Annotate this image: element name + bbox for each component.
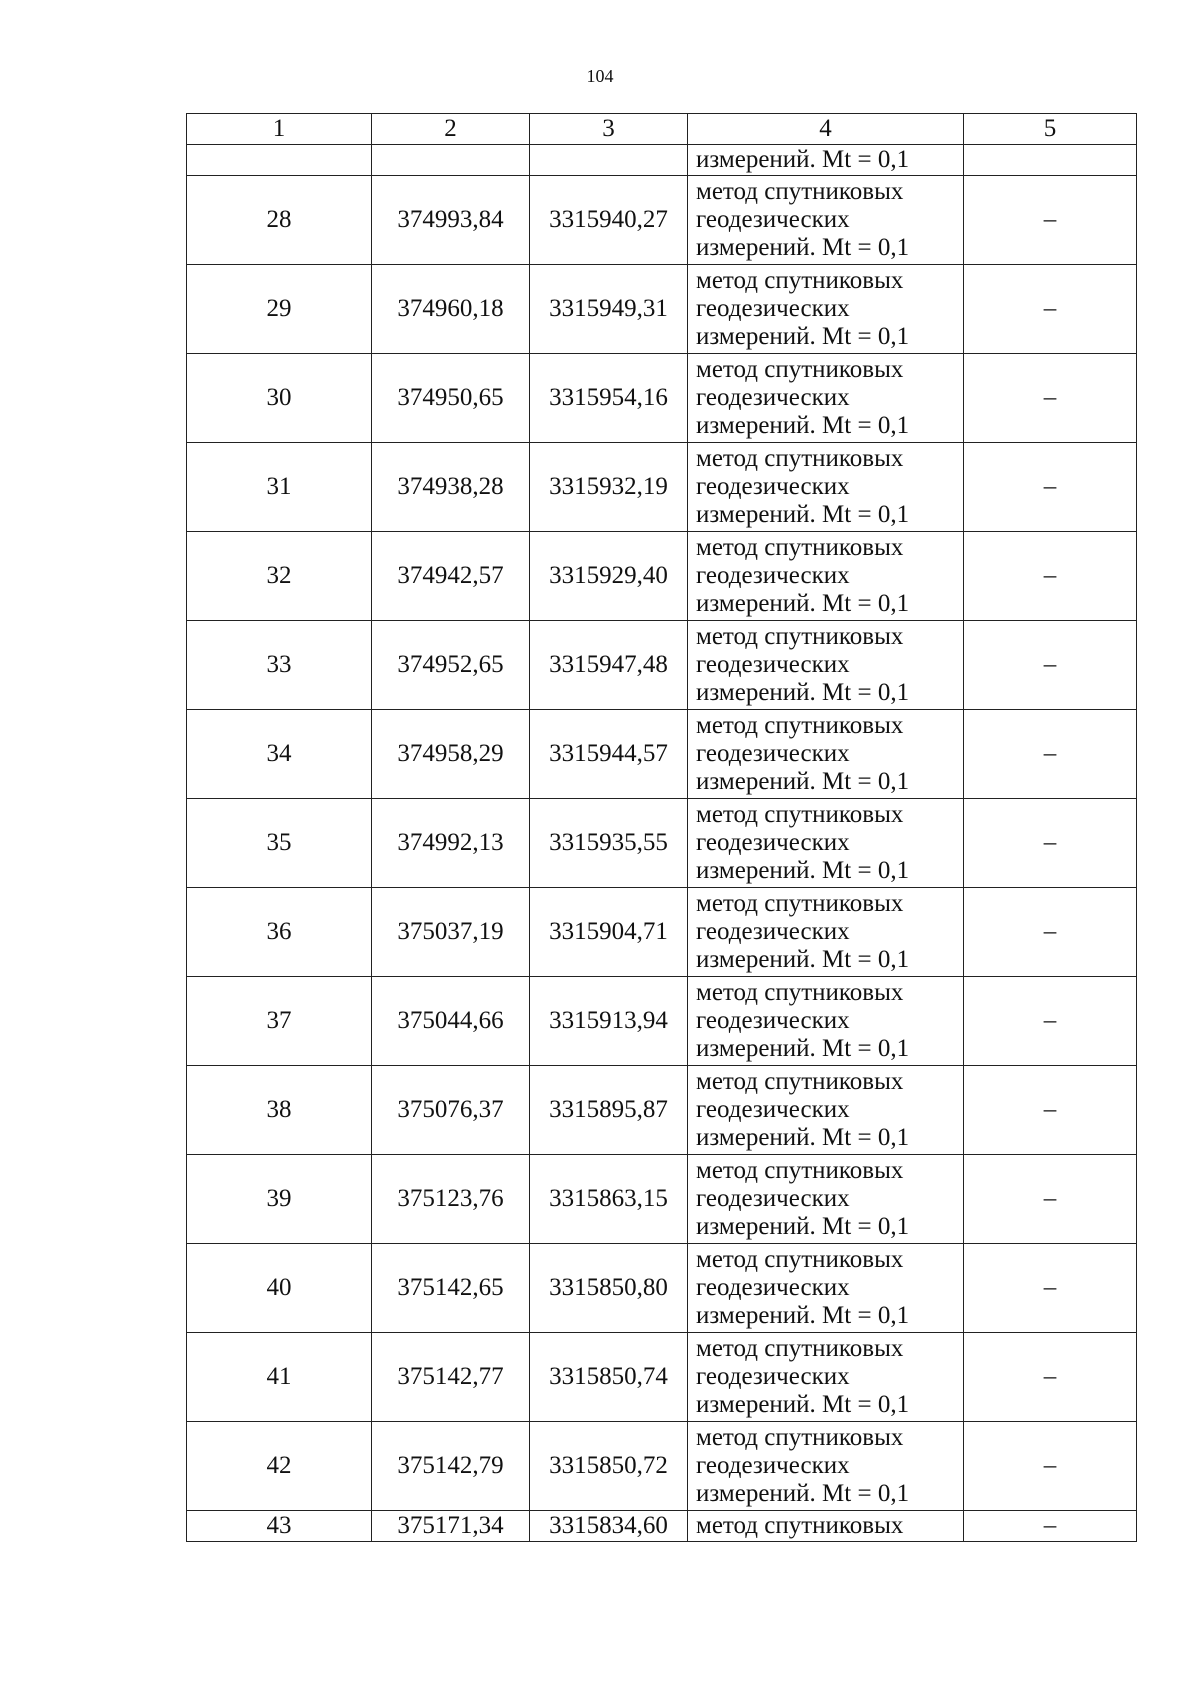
column-number-2: 2 bbox=[372, 114, 530, 145]
x-coordinate-cell: 374952,65 bbox=[372, 621, 530, 710]
column-number-4: 4 bbox=[688, 114, 964, 145]
note-cell: – bbox=[964, 977, 1137, 1066]
column-number-3: 3 bbox=[530, 114, 688, 145]
table-row bbox=[187, 710, 1137, 799]
table-row bbox=[187, 1155, 1137, 1244]
note-cell: – bbox=[964, 1511, 1137, 1542]
point-number-cell: 36 bbox=[187, 888, 372, 977]
column-number-1: 1 bbox=[187, 114, 372, 145]
x-coordinate-cell: 374992,13 bbox=[372, 799, 530, 888]
point-number-cell: 41 bbox=[187, 1333, 372, 1422]
point-number-cell: 34 bbox=[187, 710, 372, 799]
x-coordinate-cell bbox=[372, 145, 530, 176]
y-coordinate-cell: 3315913,94 bbox=[530, 977, 688, 1066]
point-number-cell: 31 bbox=[187, 443, 372, 532]
note-cell: – bbox=[964, 621, 1137, 710]
x-coordinate-cell: 374993,84 bbox=[372, 176, 530, 265]
y-coordinate-cell: 3315935,55 bbox=[530, 799, 688, 888]
table-row bbox=[187, 799, 1137, 888]
page-number: 104 bbox=[586, 66, 614, 86]
method-cell: метод спутниковых геодезических измерений. Mt = 0,1 bbox=[688, 1333, 964, 1422]
x-coordinate-cell: 375171,34 bbox=[372, 1511, 530, 1542]
coordinates-table bbox=[186, 113, 1137, 1542]
y-coordinate-cell: 3315940,27 bbox=[530, 176, 688, 265]
method-cell: метод спутниковых геодезических измерений. Mt = 0,1 bbox=[688, 888, 964, 977]
x-coordinate-cell: 374938,28 bbox=[372, 443, 530, 532]
table-row bbox=[187, 443, 1137, 532]
method-cell: метод спутниковых геодезических измерений. Mt = 0,1 bbox=[688, 1244, 964, 1333]
method-cell: метод спутниковых геодезических измерений. Mt = 0,1 bbox=[688, 532, 964, 621]
method-cell: метод спутниковых геодезических измерений. Mt = 0,1 bbox=[688, 710, 964, 799]
x-coordinate-cell: 374942,57 bbox=[372, 532, 530, 621]
note-cell: – bbox=[964, 710, 1137, 799]
continuation-row bbox=[187, 145, 1137, 176]
table-row bbox=[187, 1244, 1137, 1333]
point-number-cell: 32 bbox=[187, 532, 372, 621]
point-number-cell: 28 bbox=[187, 176, 372, 265]
point-number-cell: 30 bbox=[187, 354, 372, 443]
y-coordinate-cell: 3315944,57 bbox=[530, 710, 688, 799]
table-row bbox=[187, 888, 1137, 977]
x-coordinate-cell: 375142,77 bbox=[372, 1333, 530, 1422]
x-coordinate-cell: 375037,19 bbox=[372, 888, 530, 977]
note-cell bbox=[964, 145, 1137, 176]
y-coordinate-cell: 3315850,74 bbox=[530, 1333, 688, 1422]
point-number-cell bbox=[187, 145, 372, 176]
note-cell: – bbox=[964, 1155, 1137, 1244]
x-coordinate-cell: 374958,29 bbox=[372, 710, 530, 799]
y-coordinate-cell: 3315895,87 bbox=[530, 1066, 688, 1155]
y-coordinate-cell: 3315947,48 bbox=[530, 621, 688, 710]
point-number-cell: 43 bbox=[187, 1511, 372, 1542]
point-number-cell: 35 bbox=[187, 799, 372, 888]
x-coordinate-cell: 375123,76 bbox=[372, 1155, 530, 1244]
note-cell: – bbox=[964, 265, 1137, 354]
table-row bbox=[187, 1066, 1137, 1155]
x-coordinate-cell: 375044,66 bbox=[372, 977, 530, 1066]
x-coordinate-cell: 374960,18 bbox=[372, 265, 530, 354]
table-row bbox=[187, 176, 1137, 265]
point-number-cell: 29 bbox=[187, 265, 372, 354]
note-cell: – bbox=[964, 1422, 1137, 1511]
table-row bbox=[187, 1511, 1137, 1542]
y-coordinate-cell: 3315863,15 bbox=[530, 1155, 688, 1244]
y-coordinate-cell: 3315904,71 bbox=[530, 888, 688, 977]
table-row bbox=[187, 354, 1137, 443]
note-cell: – bbox=[964, 443, 1137, 532]
method-cell: метод спутниковых геодезических измерений. Mt = 0,1 bbox=[688, 176, 964, 265]
method-cell: метод спутниковых геодезических измерений. Mt = 0,1 bbox=[688, 621, 964, 710]
y-coordinate-cell: 3315834,60 bbox=[530, 1511, 688, 1542]
note-cell: – bbox=[964, 354, 1137, 443]
table-row bbox=[187, 1333, 1137, 1422]
note-cell: – bbox=[964, 176, 1137, 265]
point-number-cell: 38 bbox=[187, 1066, 372, 1155]
y-coordinate-cell: 3315850,72 bbox=[530, 1422, 688, 1511]
method-cell: метод спутниковых геодезических измерений. Mt = 0,1 bbox=[688, 443, 964, 532]
note-cell: – bbox=[964, 799, 1137, 888]
note-cell: – bbox=[964, 1066, 1137, 1155]
point-number-cell: 37 bbox=[187, 977, 372, 1066]
y-coordinate-cell: 3315929,40 bbox=[530, 532, 688, 621]
method-cell: метод спутниковых bbox=[688, 1511, 964, 1542]
column-number-5: 5 bbox=[964, 114, 1137, 145]
x-coordinate-cell: 375142,79 bbox=[372, 1422, 530, 1511]
method-cell: метод спутниковых геодезических измерений. Mt = 0,1 bbox=[688, 1422, 964, 1511]
method-cell: метод спутниковых геодезических измерений. Mt = 0,1 bbox=[688, 1066, 964, 1155]
y-coordinate-cell bbox=[530, 145, 688, 176]
y-coordinate-cell: 3315932,19 bbox=[530, 443, 688, 532]
table-row bbox=[187, 265, 1137, 354]
table-row bbox=[187, 977, 1137, 1066]
table-row bbox=[187, 532, 1137, 621]
point-number-cell: 39 bbox=[187, 1155, 372, 1244]
table-row bbox=[187, 621, 1137, 710]
point-number-cell: 42 bbox=[187, 1422, 372, 1511]
point-number-cell: 40 bbox=[187, 1244, 372, 1333]
method-cell: метод спутниковых геодезических измерений. Mt = 0,1 bbox=[688, 799, 964, 888]
note-cell: – bbox=[964, 1244, 1137, 1333]
x-coordinate-cell: 375076,37 bbox=[372, 1066, 530, 1155]
table-row bbox=[187, 1422, 1137, 1511]
method-cell: метод спутниковых геодезических измерений. Mt = 0,1 bbox=[688, 1155, 964, 1244]
table-header-row bbox=[187, 114, 1137, 145]
method-cell: метод спутниковых геодезических измерений. Mt = 0,1 bbox=[688, 354, 964, 443]
note-cell: – bbox=[964, 532, 1137, 621]
y-coordinate-cell: 3315954,16 bbox=[530, 354, 688, 443]
method-cell: метод спутниковых геодезических измерений. Mt = 0,1 bbox=[688, 977, 964, 1066]
note-cell: – bbox=[964, 1333, 1137, 1422]
x-coordinate-cell: 374950,65 bbox=[372, 354, 530, 443]
y-coordinate-cell: 3315850,80 bbox=[530, 1244, 688, 1333]
y-coordinate-cell: 3315949,31 bbox=[530, 265, 688, 354]
x-coordinate-cell: 375142,65 bbox=[372, 1244, 530, 1333]
note-cell: – bbox=[964, 888, 1137, 977]
method-cell: метод спутниковых геодезических измерений. Mt = 0,1 bbox=[688, 265, 964, 354]
method-cell: измерений. Mt = 0,1 bbox=[688, 145, 964, 176]
point-number-cell: 33 bbox=[187, 621, 372, 710]
